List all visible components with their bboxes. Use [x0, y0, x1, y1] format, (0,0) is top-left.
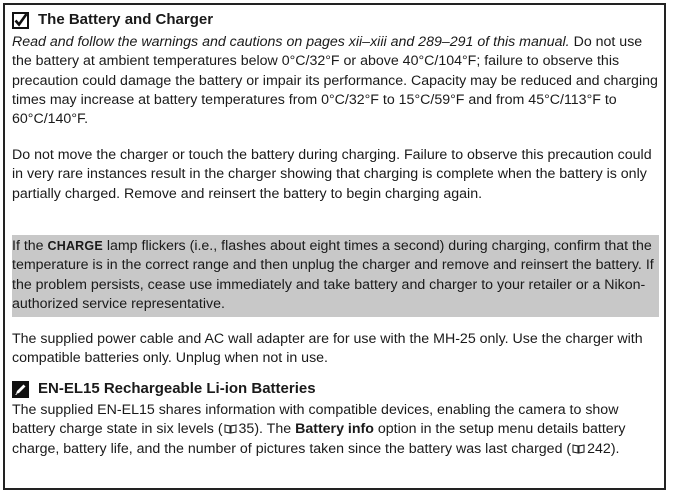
battery-info-term: Battery info — [295, 421, 374, 438]
book-reference-icon — [224, 424, 237, 434]
paragraph-power-cable: The supplied power cable and AC wall adapter are for use with the MH-25 only. Use the charger with compatible batteries only. Unplug when not in use. — [12, 331, 643, 367]
battery-info-text-d: ). — [610, 440, 620, 457]
battery-info-text-b: ). The — [254, 421, 296, 438]
paragraph-warnings — [12, 33, 660, 129]
check-mark-box-icon — [12, 12, 29, 29]
page-reference-242[interactable]: 242 — [587, 440, 611, 457]
section-title: EN-EL15 Rechargeable Li-ion Batteries — [38, 380, 316, 397]
section-title: The Battery and Charger — [38, 11, 214, 28]
charge-lamp-term: CHARGE — [47, 239, 103, 253]
warnings-reference-text: Read and follow the warnings and cautions on pages xii–xiii and 289–291 of this manual. — [12, 34, 570, 50]
section-heading-en-el15 — [12, 379, 316, 399]
paragraph-charge-lamp — [12, 237, 660, 314]
paragraph-charging-handling: Do not move the charger or touch the battery during charging. Failure to observe this precaution could in very rare instances result in the charger showing that charging is complete when the battery is only partially charged. Remove and reinsert the battery to begin charging again. — [12, 147, 652, 202]
charge-lamp-text-post: lamp flickers (i.e., flashes about eight times a second) during charging, confirm that the temperature is in the correct range and then unplug the charger and remove and reinsert the battery. If the problem persists, cease use immediately and take battery and charger to your retailer or a Nikon-authorized service representative. — [12, 238, 654, 312]
charge-lamp-text-pre: If the — [12, 238, 48, 254]
temperature-warning-text: Do not use the battery at ambient temperatures below 0°C/32°F or above 40°C/104°F; failure to observe this precaution could damage the battery or impair its performance. Capacity may be reduced and charging times may increase at battery temperatures from 0°C/32°F to 15°C/59°F and from 45°C/113°F to 60°C/140°F. — [12, 34, 658, 128]
section-heading-battery-charger — [12, 10, 213, 30]
battery-info-text-c: option in the setup menu details battery charge, battery life, and the number of pictures taken since the battery was last charged ( — [12, 421, 626, 457]
paragraph-battery-info — [12, 401, 660, 459]
page-reference-35[interactable]: 35 — [238, 421, 255, 438]
pencil-note-icon — [12, 381, 29, 398]
book-reference-icon — [572, 444, 585, 454]
battery-info-text-a: The supplied EN-EL15 shares information with compatible devices, enabling the camera to show battery charge state in six levels ( — [12, 402, 619, 438]
